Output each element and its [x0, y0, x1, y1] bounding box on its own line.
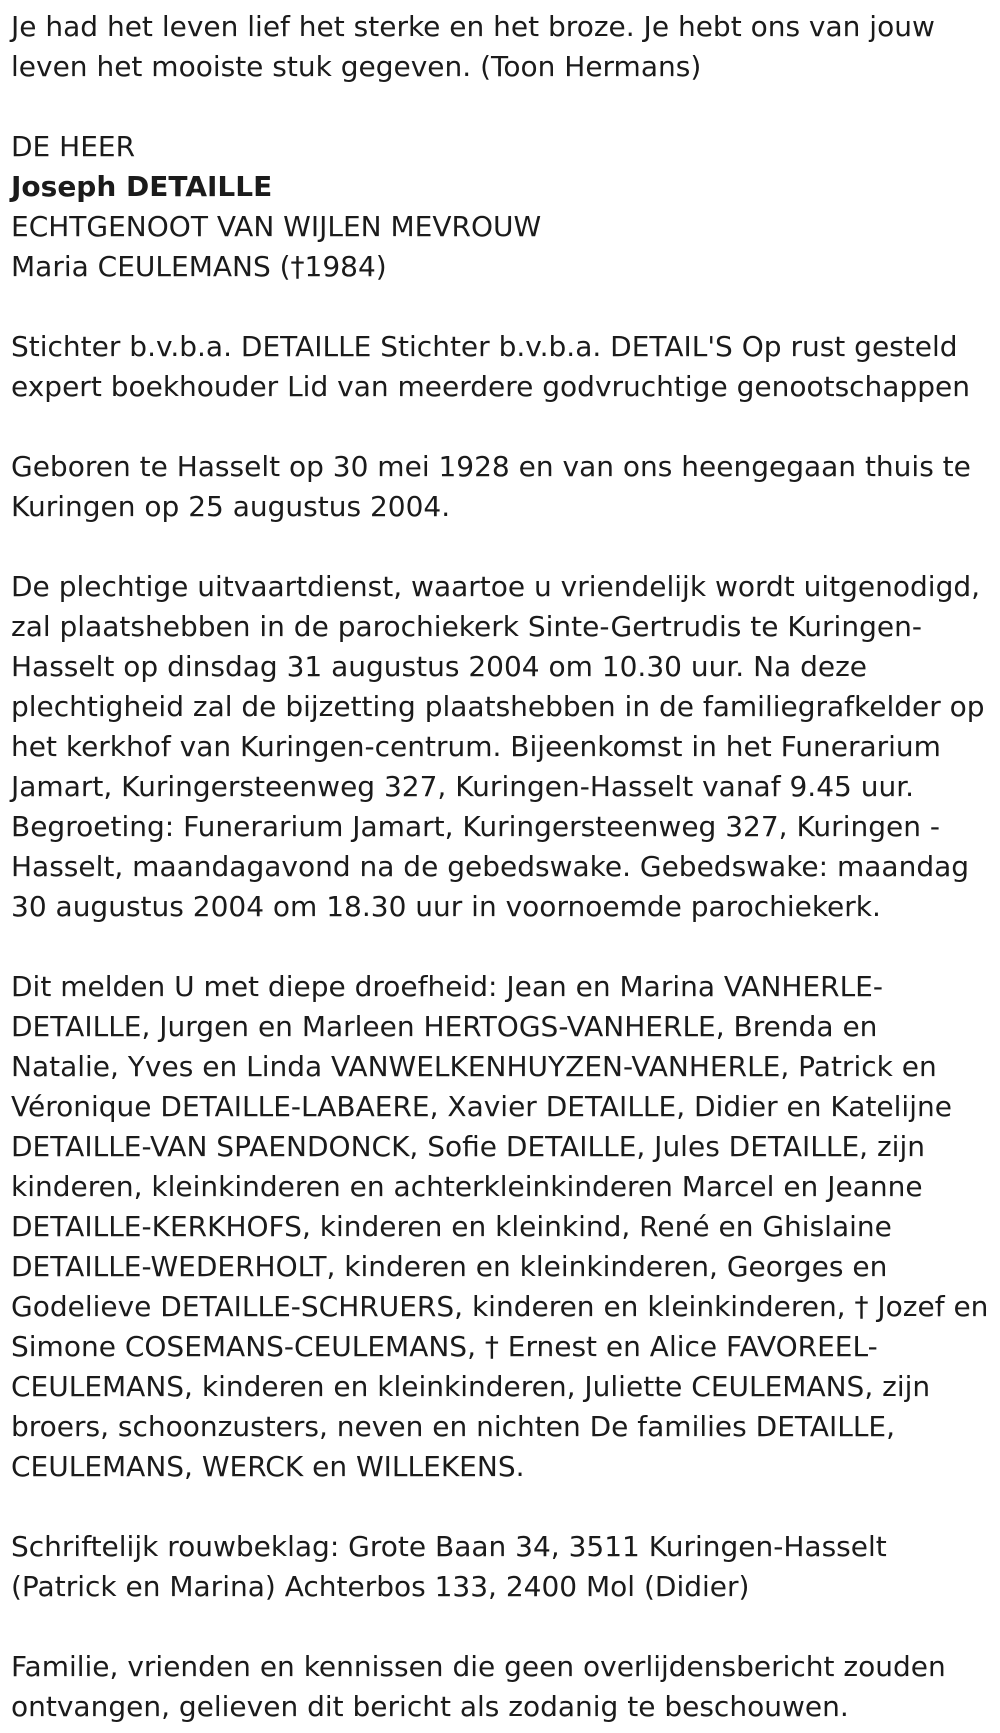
family-paragraph: Dit melden U met diepe droefheid: Jean en Marina VANHERLE-DETAILLE, Jurgen en Marleen HERTOGS-VANHERLE, Brenda en Natalie, Yves en Linda VANWELKENHUYZEN-VANHERLE, Patrick en Véronique DETAILLE-LABAERE, Xavier DETAILLE, Didier en Katelijne DETAILLE-VAN SPAENDONCK, Sofie DETAILLE, Jules DETAILLE, zijn kinderen, kleinkinderen en achterkleinkinderen Marcel en Jeanne DETAILLE-KERKHOFS, kinderen en kleinkind, René en Ghislaine DETAILLE-WEDERHOLT, kinderen en kleinkinderen, Georges en Godelieve DETAILLE-SCHRUERS, kinderen en kleinkinderen, † Jozef en Simone COSEMANS-CEULEMANS, † Ernest en Alice FAVOREEL-CEULEMANS, kinderen en kleinkinderen, Juliette CEULEMANS, zijn broers, schoonzusters, neven en nichten De families DETAILLE, CEULEMANS, WERCK en WILLEKENS.: [11, 970, 989, 1483]
opening-quote: Je had het leven lief het sterke en het broze. Je hebt ons van jouw leven het mooiste stuk gegeven. (Toon Hermans): [11, 10, 935, 83]
funeral-paragraph: De plechtige uitvaartdienst, waartoe u vriendelijk wordt uitgenodigd, zal plaatshebben in de parochiekerk Sinte-Gertrudis te Kuringen-Hasselt op dinsdag 31 augustus 2004 om 10.30 uur. Na deze plechtigheid zal de bijzetting plaatshebben in de familiegrafkelder op het kerkhof van Kuringen-centrum. Bijeenkomst in het Funerarium Jamart, Kuringersteenweg 327, Kuringen-Hasselt vanaf 9.45 uur. Begroeting: Funerarium Jamart, Kuringersteenweg 327, Kuringen - Hasselt, maandagavond na de gebedswake. Gebedswake: maandag 30 augustus 2004 om 18.30 uur in voornoemde parochiekerk.: [11, 570, 985, 923]
deceased-header: [11, 127, 991, 287]
birth-death-paragraph: Geboren te Hasselt op 30 mei 1928 en van ons heengegaan thuis te Kuringen op 25 augustus 2004.: [11, 450, 971, 523]
condolences-paragraph: Schriftelijk rouwbeklag: Grote Baan 34, 3511 Kuringen-Hasselt (Patrick en Marina) Achterbos 133, 2400 Mol (Didier): [11, 1530, 887, 1603]
closing-paragraph: Familie, vrienden en kennissen die geen overlijdensbericht zouden ontvangen, gelieven dit bericht als zodanig te beschouwen.: [11, 1650, 946, 1723]
occupation-paragraph: Stichter b.v.b.a. DETAILLE Stichter b.v.b.a. DETAIL'S Op rust gesteld expert boekhouder Lid van meerdere godvruchtige genootschappen: [11, 330, 970, 403]
spouse-line: ECHTGENOOT VAN WIJLEN MEVROUW: [11, 210, 542, 243]
deceased-name: Joseph DETAILLE: [11, 170, 273, 203]
spouse-name: Maria CEULEMANS (†1984): [11, 250, 387, 283]
obituary-page: [0, 7, 989, 1727]
title-line: DE HEER: [11, 130, 136, 163]
